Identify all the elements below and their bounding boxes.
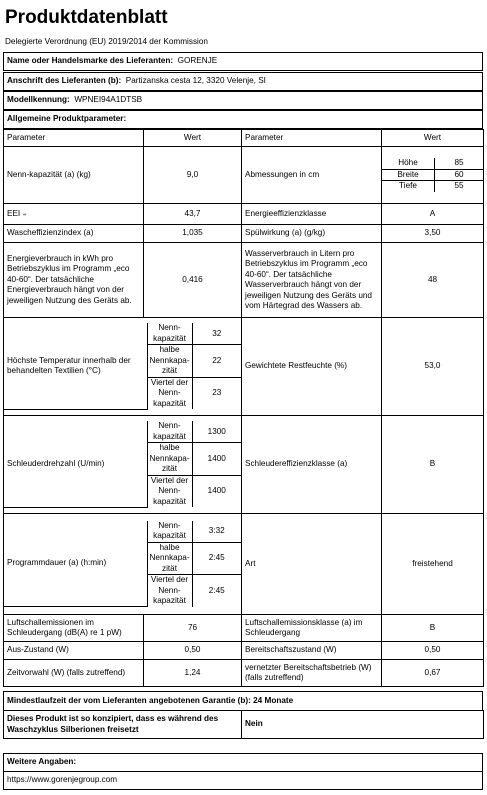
supplier-table	[3, 52, 483, 71]
row-label: Wascheffizienzindex (a)	[4, 225, 144, 243]
temperature-subtable	[4, 323, 241, 410]
row-value: 1,035	[144, 225, 242, 243]
row-label: Aus-Zustand (W)	[4, 642, 144, 660]
further-info-label: Weitere Angaben:	[4, 754, 483, 772]
warranty-text: Mindestlaufzeit der vom Lieferanten angebotenen Garantie (b): 24 Monate	[4, 692, 483, 711]
page-subtitle: Delegierte Verordnung (EU) 2019/2014 der Kommission	[5, 37, 208, 46]
dim-label: Höhe	[382, 158, 435, 169]
row-value: 1,24	[144, 660, 242, 687]
table-row	[4, 642, 484, 660]
sub-label: Nenn-kapazität	[147, 421, 192, 443]
row-label: Zeitvorwahl (W) (falls zutreffend)	[4, 660, 144, 687]
col-header-param: Parameter	[4, 130, 144, 147]
table-row	[4, 147, 484, 204]
spin-subtable	[4, 421, 241, 508]
row-label: Schleuderdrehzahl (U/min)	[4, 421, 147, 507]
supplier-name-value: GORENJE	[177, 56, 218, 66]
row-label: Bereitschaftszustand (W)	[242, 642, 382, 660]
sub-value: 2:45	[208, 585, 225, 595]
row-label: vernetzter Bereitschaftsbetrieb (W) (falls zutreffend)	[242, 660, 382, 687]
row-value: 43,7	[144, 204, 242, 225]
table-row	[4, 318, 484, 416]
row-value: 53,0	[382, 318, 484, 416]
row-label: Programmdauer (a) (h:min)	[4, 521, 147, 607]
sub-value: 23	[212, 388, 222, 398]
table-row	[4, 225, 484, 243]
page-title: Produktdatenblatt	[5, 7, 168, 28]
row-label: Nenn-kapazität (a) (kg)	[4, 147, 144, 204]
supplier-name-label: Name oder Handelsmarke des Lieferanten:	[7, 56, 174, 66]
dimensions-subtable	[382, 158, 483, 192]
sub-label: Nenn-kapazität	[147, 323, 192, 345]
sub-value: 1300	[192, 421, 241, 443]
row-value: 48	[382, 243, 484, 318]
general-params-table	[3, 110, 483, 129]
header-row	[4, 73, 483, 91]
col-header-wert: Wert	[144, 130, 242, 147]
row-value: A	[382, 204, 484, 225]
column-header-row	[4, 130, 484, 147]
sub-value: 1400	[192, 443, 241, 476]
dim-value: 85	[435, 158, 483, 169]
row-value: freistehend	[382, 514, 484, 615]
row-label: Höchste Temperatur innerhalb der behandelten Textilien (°C)	[4, 323, 147, 409]
sub-label: halbe Nennkapa-zität	[147, 542, 192, 575]
col-header-wert-2: Wert	[382, 130, 484, 147]
table-row	[4, 514, 484, 615]
silver-value: Nein	[242, 711, 484, 739]
header-row	[4, 111, 483, 129]
header-row	[4, 53, 483, 71]
row-value: 3,50	[382, 225, 484, 243]
dim-label: Tiefe	[382, 181, 435, 192]
row-value: 76	[144, 615, 242, 642]
further-info-table	[3, 753, 483, 790]
sub-label: Viertel der Nenn-kapazität	[147, 377, 192, 409]
supplier-address-value: Partizanska cesta 12, 3320 Velenje, SI	[125, 76, 266, 86]
table-row	[4, 204, 484, 225]
header-row	[4, 92, 483, 110]
sub-label: halbe Nennkapa-zität	[147, 345, 192, 378]
col-header-param-2: Parameter	[242, 130, 382, 147]
silver-table	[3, 710, 484, 739]
row-label: Energieverbrauch in kWh pro Betriebszyklus im Programm „eco 40-60“. Der tatsächliche Energieverbrauch hängt von der jeweiligen Nutzung des Geräts ab.	[4, 243, 144, 318]
table-row	[4, 615, 484, 642]
row-value: 0,416	[144, 243, 242, 318]
eei-suffix: ₌	[22, 208, 27, 218]
sub-label: Viertel der Nenn-kapazität	[147, 475, 192, 507]
model-label: Modellkennung:	[7, 95, 70, 105]
row-value: 9,0	[144, 147, 242, 204]
duration-subtable	[4, 521, 241, 608]
table-row	[4, 660, 484, 687]
supplier-address-table	[3, 72, 483, 91]
row-value: B	[382, 416, 484, 514]
sub-value: 2:45	[192, 542, 241, 575]
warranty-table	[3, 691, 483, 711]
sub-value: 32	[192, 323, 241, 345]
row-label: Luftschallemissionsklasse (a) im Schleudergang	[242, 615, 382, 642]
sub-label: Nenn-kapazität	[147, 521, 192, 543]
row-value: B	[382, 615, 484, 642]
row-value: 0,50	[382, 642, 484, 660]
supplier-address-label: Anschrift des Lieferanten (b):	[7, 76, 122, 86]
row-label: Gewichtete Restfeuchte (%)	[242, 318, 382, 416]
table-row	[4, 416, 484, 514]
general-params-label: Allgemeine Produktparameter:	[7, 114, 127, 124]
row-label: EEI	[7, 208, 21, 218]
row-label: Art	[242, 514, 382, 615]
row-label: Wasserverbrauch in Litern pro Betriebszyklus im Programm „eco 40-60“. Der tatsächliche Wasserverbrauch hängt von der jeweiligen Nutzung des Geräts und vom Härtegrad des Wassers ab.	[242, 243, 382, 318]
table-row	[4, 243, 484, 318]
sub-label: halbe Nennkapa-zität	[147, 443, 192, 476]
silver-label: Dieses Produkt ist so konzipiert, dass es während des Waschzyklus Silberionen freisetzt	[4, 711, 242, 739]
dim-value: 60	[435, 169, 483, 181]
row-label: Energieeffizienzklasse	[242, 204, 382, 225]
sub-value: 22	[192, 345, 241, 378]
sub-value: 3:32	[192, 521, 241, 543]
row-label: Schleudereffizienzklasse (a)	[242, 416, 382, 514]
row-label: Luftschallemissionen im Schleudergang (dB(A) re 1 pW)	[4, 615, 144, 642]
row-value: 0,67	[382, 660, 484, 687]
dim-label: Breite	[382, 169, 435, 181]
parameter-table	[3, 129, 484, 687]
model-value: WPNEI94A1DTSB	[74, 95, 143, 105]
row-value: 0,50	[144, 642, 242, 660]
sub-value: 1400	[207, 486, 226, 496]
sub-label: Viertel der Nenn-kapazität	[147, 575, 192, 607]
dim-value: 55	[454, 181, 464, 191]
model-table	[3, 91, 483, 110]
further-info-link[interactable]: https://www.gorenjegroup.com	[4, 772, 483, 790]
row-label: Abmessungen in cm	[242, 147, 382, 204]
row-label: Spülwirkung (a) (g/kg)	[242, 225, 382, 243]
